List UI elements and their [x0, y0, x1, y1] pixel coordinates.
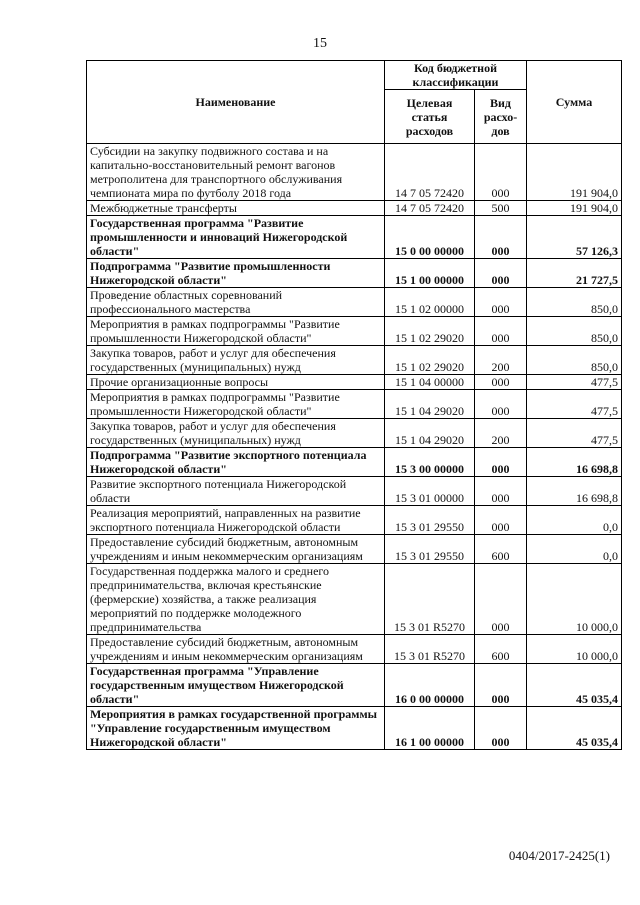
header-name: Наименование [87, 61, 385, 144]
row-sum: 16 698,8 [527, 448, 622, 477]
row-code: 16 0 00 00000 [385, 664, 475, 707]
row-name: Субсидии на закупку подвижного состава и на капитально-восстановительный ремонт вагонов метрополитена для транспортного обслуживания чемпионата мира по футболу 2018 года [87, 144, 385, 201]
row-sum: 0,0 [527, 506, 622, 535]
row-sum: 191 904,0 [527, 201, 622, 216]
row-sum: 191 904,0 [527, 144, 622, 201]
row-kind: 000 [475, 144, 527, 201]
row-code: 14 7 05 72420 [385, 144, 475, 201]
header-sum: Сумма [527, 61, 622, 144]
table-header [87, 61, 622, 144]
row-name: Подпрограмма "Развитие промышленности Нижегородской области" [87, 259, 385, 288]
row-sum: 45 035,4 [527, 664, 622, 707]
row-kind: 000 [475, 216, 527, 259]
table-row [87, 707, 622, 750]
row-name: Государственная поддержка малого и среднего предпринимательства, включая крестьянские (фермерские) хозяйства, а также реализация мероприятий по поддержке молодежного предпринимательства [87, 564, 385, 635]
row-sum: 477,5 [527, 419, 622, 448]
row-kind: 000 [475, 448, 527, 477]
row-name: Закупка товаров, работ и услуг для обеспечения государственных (муниципальных) нужд [87, 346, 385, 375]
row-code: 15 1 02 29020 [385, 346, 475, 375]
row-name: Прочие организационные вопросы [87, 375, 385, 390]
row-code: 14 7 05 72420 [385, 201, 475, 216]
row-kind: 000 [475, 664, 527, 707]
table-row [87, 390, 622, 419]
table-row [87, 564, 622, 635]
table-row [87, 375, 622, 390]
table-row [87, 664, 622, 707]
table-row [87, 201, 622, 216]
table-row [87, 635, 622, 664]
row-sum: 16 698,8 [527, 477, 622, 506]
row-code: 15 3 01 R5270 [385, 635, 475, 664]
table-row [87, 288, 622, 317]
row-kind: 000 [475, 288, 527, 317]
document-code: 0404/2017-2425(1) [508, 848, 610, 863]
row-kind: 600 [475, 635, 527, 664]
row-kind: 000 [475, 317, 527, 346]
table-row [87, 419, 622, 448]
table-row [87, 259, 622, 288]
row-name: Закупка товаров, работ и услуг для обеспечения государственных (муниципальных) нужд [87, 419, 385, 448]
table-row [87, 346, 622, 375]
row-kind: 000 [475, 477, 527, 506]
row-kind: 000 [475, 390, 527, 419]
table-body [87, 144, 622, 750]
row-code: 15 3 01 29550 [385, 535, 475, 564]
row-code: 15 0 00 00000 [385, 216, 475, 259]
header-kind: Вид расхо-дов [475, 90, 527, 144]
row-code: 15 1 02 29020 [385, 317, 475, 346]
row-code: 16 1 00 00000 [385, 707, 475, 750]
row-name: Государственная программа "Управление государственным имуществом Нижегородской области" [87, 664, 385, 707]
table-row [87, 448, 622, 477]
table-row [87, 216, 622, 259]
row-code: 15 3 01 29550 [385, 506, 475, 535]
row-name: Развитие экспортного потенциала Нижегородской области [87, 477, 385, 506]
row-kind: 000 [475, 707, 527, 750]
row-sum: 21 727,5 [527, 259, 622, 288]
row-sum: 10 000,0 [527, 635, 622, 664]
row-kind: 600 [475, 535, 527, 564]
table-row [87, 535, 622, 564]
row-sum: 850,0 [527, 288, 622, 317]
table-row [87, 317, 622, 346]
row-kind: 200 [475, 419, 527, 448]
row-kind: 500 [475, 201, 527, 216]
row-kind: 000 [475, 564, 527, 635]
row-name: Межбюджетные трансферты [87, 201, 385, 216]
table-row [87, 144, 622, 201]
row-name: Подпрограмма "Развитие экспортного потенциала Нижегородской области" [87, 448, 385, 477]
row-sum: 0,0 [527, 535, 622, 564]
row-kind: 000 [475, 506, 527, 535]
row-kind: 000 [475, 375, 527, 390]
row-sum: 850,0 [527, 317, 622, 346]
row-code: 15 3 00 00000 [385, 448, 475, 477]
row-name: Предоставление субсидий бюджетным, автономным учреждениям и иным некоммерческим организациям [87, 635, 385, 664]
header-code-group: Код бюджетной классификации [385, 61, 527, 90]
row-code: 15 1 04 29020 [385, 419, 475, 448]
row-sum: 477,5 [527, 390, 622, 419]
row-code: 15 3 01 00000 [385, 477, 475, 506]
row-code: 15 1 04 29020 [385, 390, 475, 419]
header-code: Целевая статья расходов [385, 90, 475, 144]
table-row [87, 477, 622, 506]
row-sum: 45 035,4 [527, 707, 622, 750]
row-sum: 10 000,0 [527, 564, 622, 635]
row-name: Мероприятия в рамках государственной программы "Управление государственным имуществом Нижегородской области" [87, 707, 385, 750]
row-sum: 57 126,3 [527, 216, 622, 259]
row-name: Предоставление субсидий бюджетным, автономным учреждениям и иным некоммерческим организациям [87, 535, 385, 564]
row-code: 15 1 02 00000 [385, 288, 475, 317]
row-code: 15 1 04 00000 [385, 375, 475, 390]
budget-table [86, 60, 622, 750]
row-name: Реализация мероприятий, направленных на развитие экспортного потенциала Нижегородской области [87, 506, 385, 535]
row-sum: 850,0 [527, 346, 622, 375]
page-number: 15 [313, 36, 327, 51]
row-name: Проведение областных соревнований профессионального мастерства [87, 288, 385, 317]
table-row [87, 506, 622, 535]
row-name: Мероприятия в рамках подпрограммы "Развитие промышленности Нижегородской области" [87, 390, 385, 419]
row-sum: 477,5 [527, 375, 622, 390]
row-kind: 000 [475, 259, 527, 288]
row-name: Мероприятия в рамках подпрограммы "Развитие промышленности Нижегородской области" [87, 317, 385, 346]
row-code: 15 1 00 00000 [385, 259, 475, 288]
row-kind: 200 [475, 346, 527, 375]
row-code: 15 3 01 R5270 [385, 564, 475, 635]
row-name: Государственная программа "Развитие промышленности и инноваций Нижегородской области" [87, 216, 385, 259]
